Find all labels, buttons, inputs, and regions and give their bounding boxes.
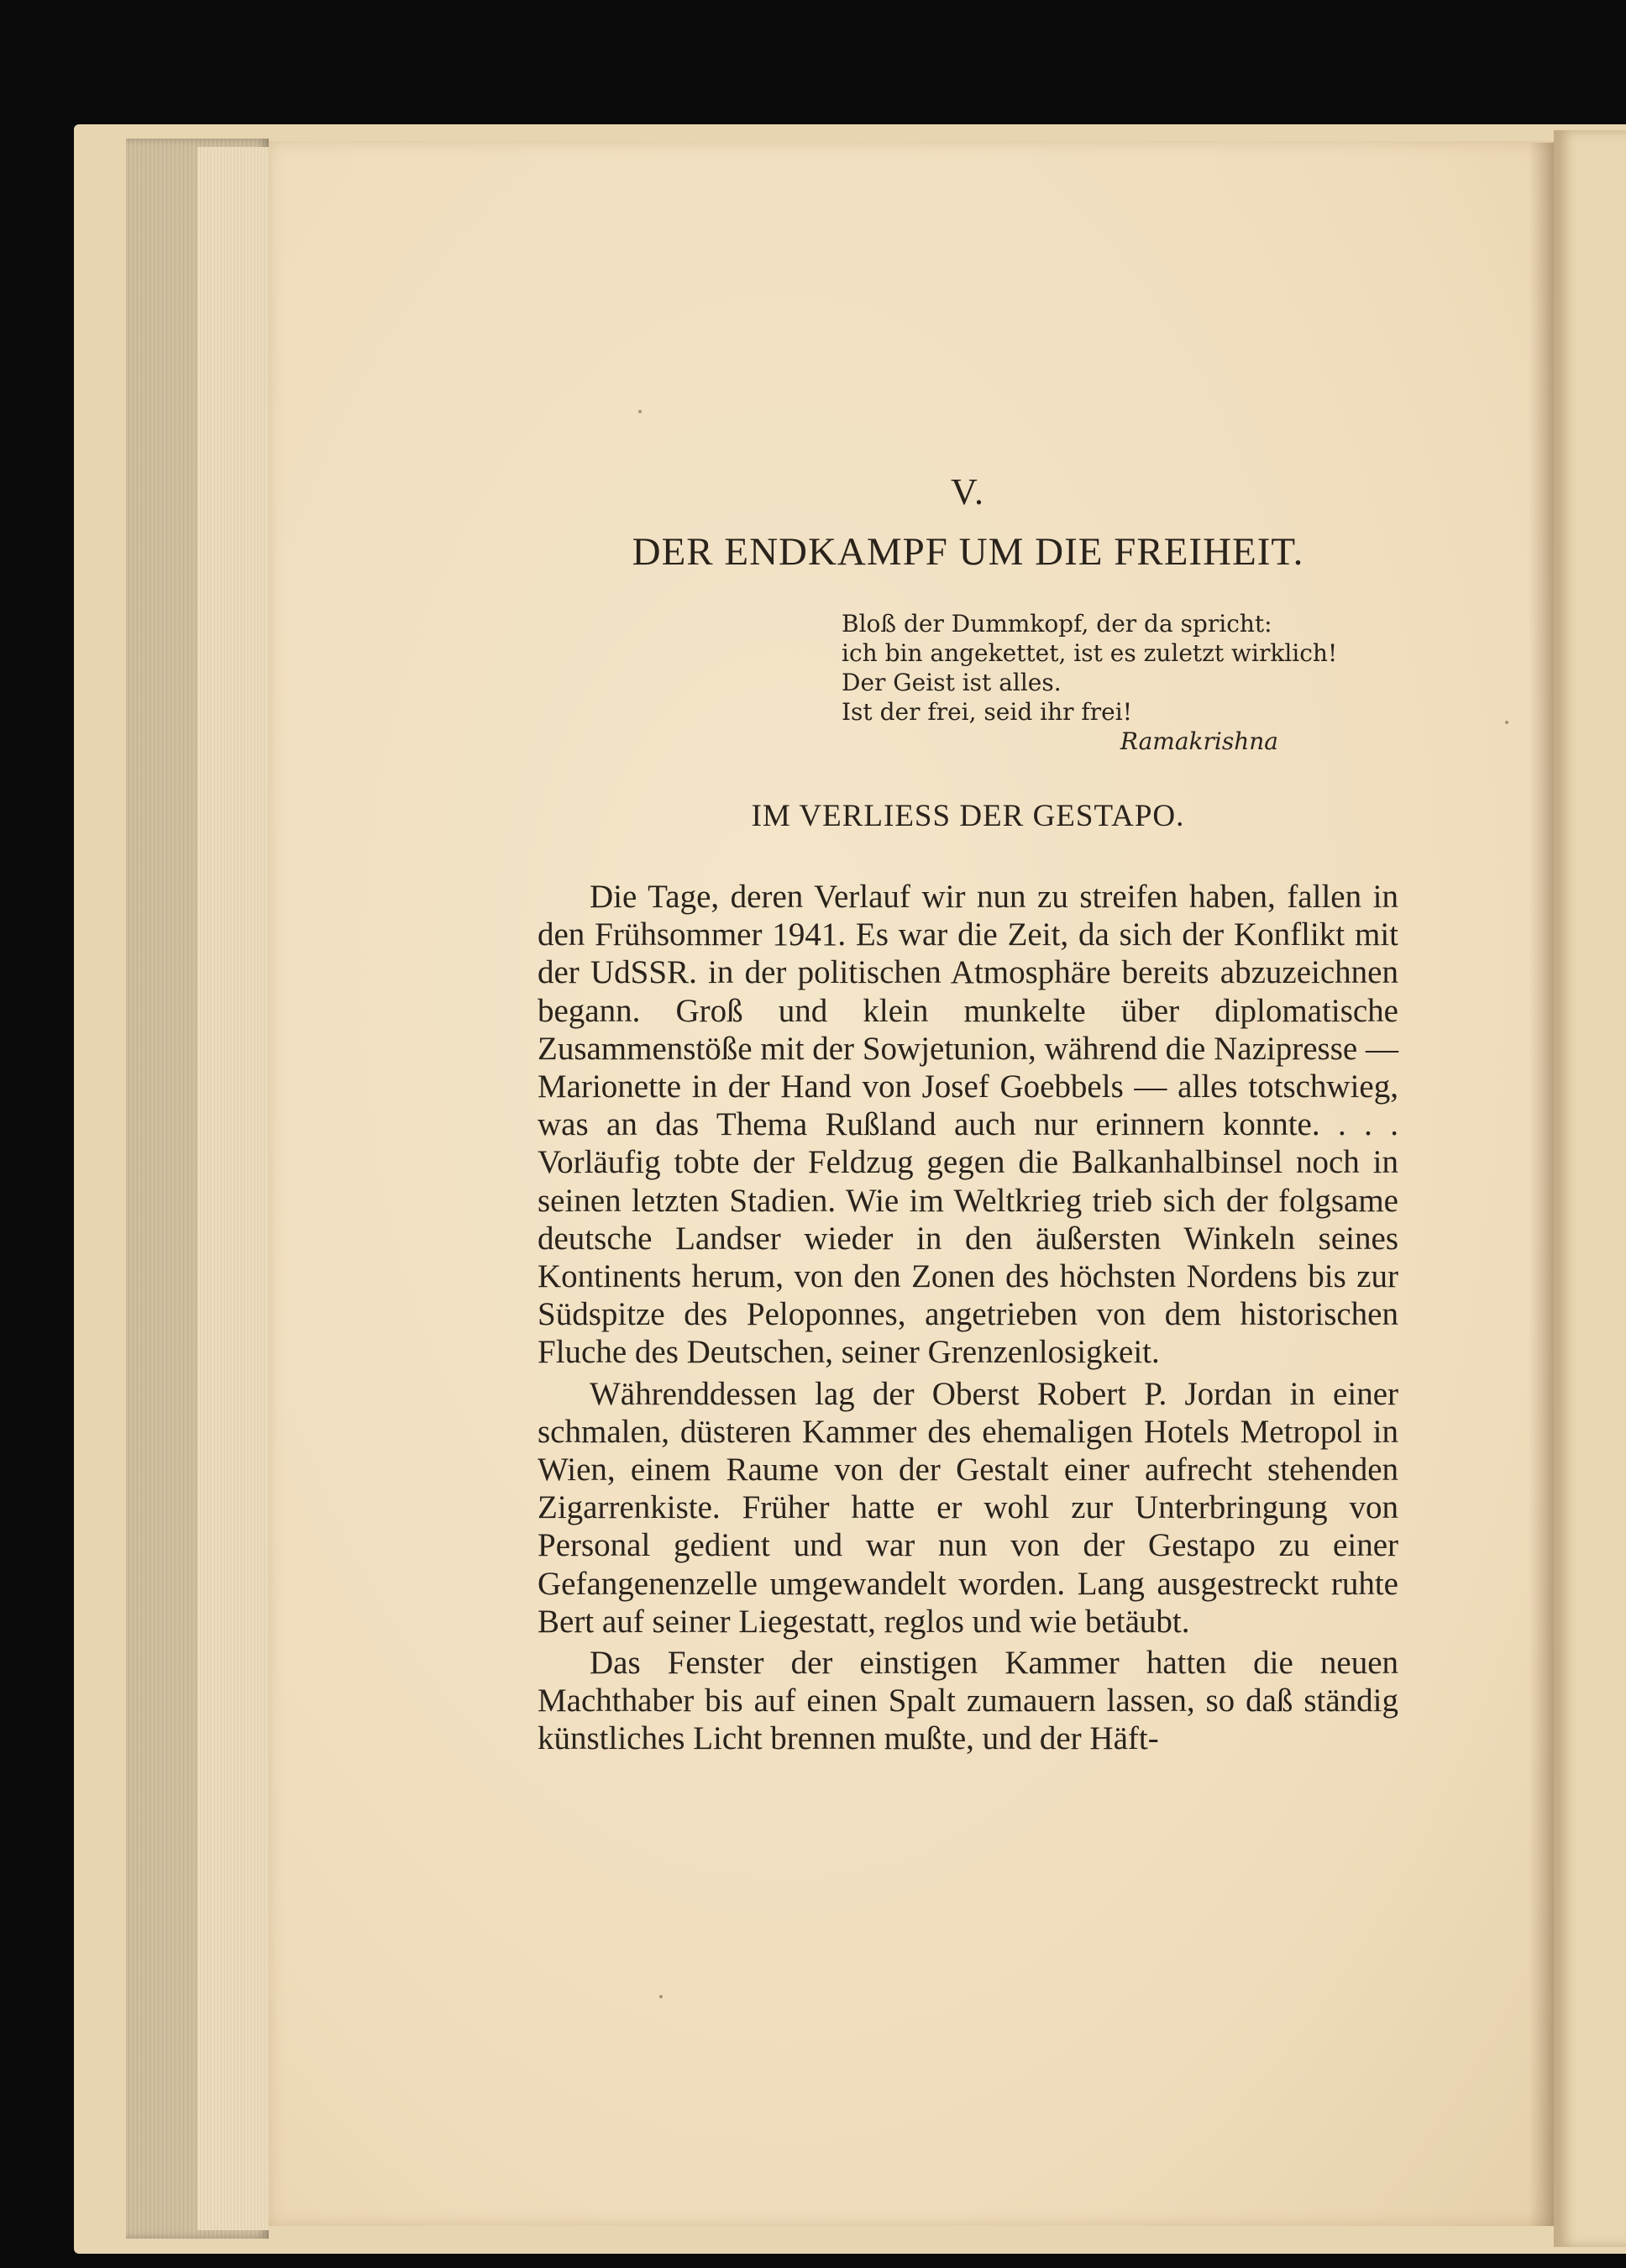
epigraph-author: Ramakrishna xyxy=(1120,727,1278,755)
paper-speck xyxy=(638,410,642,413)
body-text xyxy=(538,878,1398,1758)
epigraph-line: Ist der frei, seid ihr frei! xyxy=(842,698,1132,726)
paper-speck xyxy=(1505,721,1508,724)
book-gutter xyxy=(1529,143,1557,2226)
paragraph: Die Tage, deren Verlauf wir nun zu streifen haben, fallen in den Frühsommer 1941. Es war die Zeit, da sich der Konflikt mit der UdSSR. in der politischen Atmosphäre bereits abzuzeichnen begann. Groß und klein munkelte über diplomatische Zusammenstöße mit der Sowjetunion, während die Nazipresse — Marionette in der Hand von Josef Goebbels — alles totschwieg, was an das Thema Rußland auch nur erinnern konnte. . . . Vorläufig tobte der Feldzug gegen die Balkanhalbinsel noch in seinen letzten Stadien. Wie im Weltkrieg trieb sich der folgsame deutsche Landser wieder in den äußersten Winkeln seines Kontinents herum, von den Zonen des höchsten Nordens bis zur Südspitze des Peloponnes, angetrieben von dem historischen Fluche des Deutschen, seiner Grenzenlosigkeit. xyxy=(538,879,1398,1371)
chapter-number: V. xyxy=(950,471,986,512)
paragraph: Währenddessen lag der Oberst Robert P. Jordan in einer schmalen, düsteren Kammer des ehemaligen Hotels Metropol in Wien, einem Raume von der Gestalt einer aufrecht stehenden Zigarrenkiste. Früher hatte er wohl zur Unterbringung von Personal gedient und war nun von der Gestapo zu einer Gefangenenzelle umgewandelt worden. Lang ausgestreckt ruhte Bert auf seiner Liegestatt, reglos und wie betäubt. xyxy=(538,1375,1398,1640)
epigraph xyxy=(842,609,1379,756)
facing-page-edge xyxy=(1554,130,1626,2247)
chapter-title: DER ENDKAMPF UM DIE FREIHEIT. xyxy=(632,530,1304,574)
epigraph-line: Der Geist ist alles. xyxy=(842,669,1062,696)
epigraph-line: ich bin angekettet, ist es zuletzt wirklich! xyxy=(842,639,1338,667)
page-edges xyxy=(197,147,269,2230)
epigraph-line: Bloß der Dummkopf, der da spricht: xyxy=(842,610,1272,638)
paper-speck xyxy=(659,1995,663,1998)
section-title: IM VERLIESS DER GESTAPO. xyxy=(751,799,1185,833)
paragraph: Das Fenster der einstigen Kammer hatten die neuen Machthaber bis auf einen Spalt zumauern lassen, so daß ständig künstliches Licht brennen mußte, und der Häft- xyxy=(538,1645,1398,1757)
